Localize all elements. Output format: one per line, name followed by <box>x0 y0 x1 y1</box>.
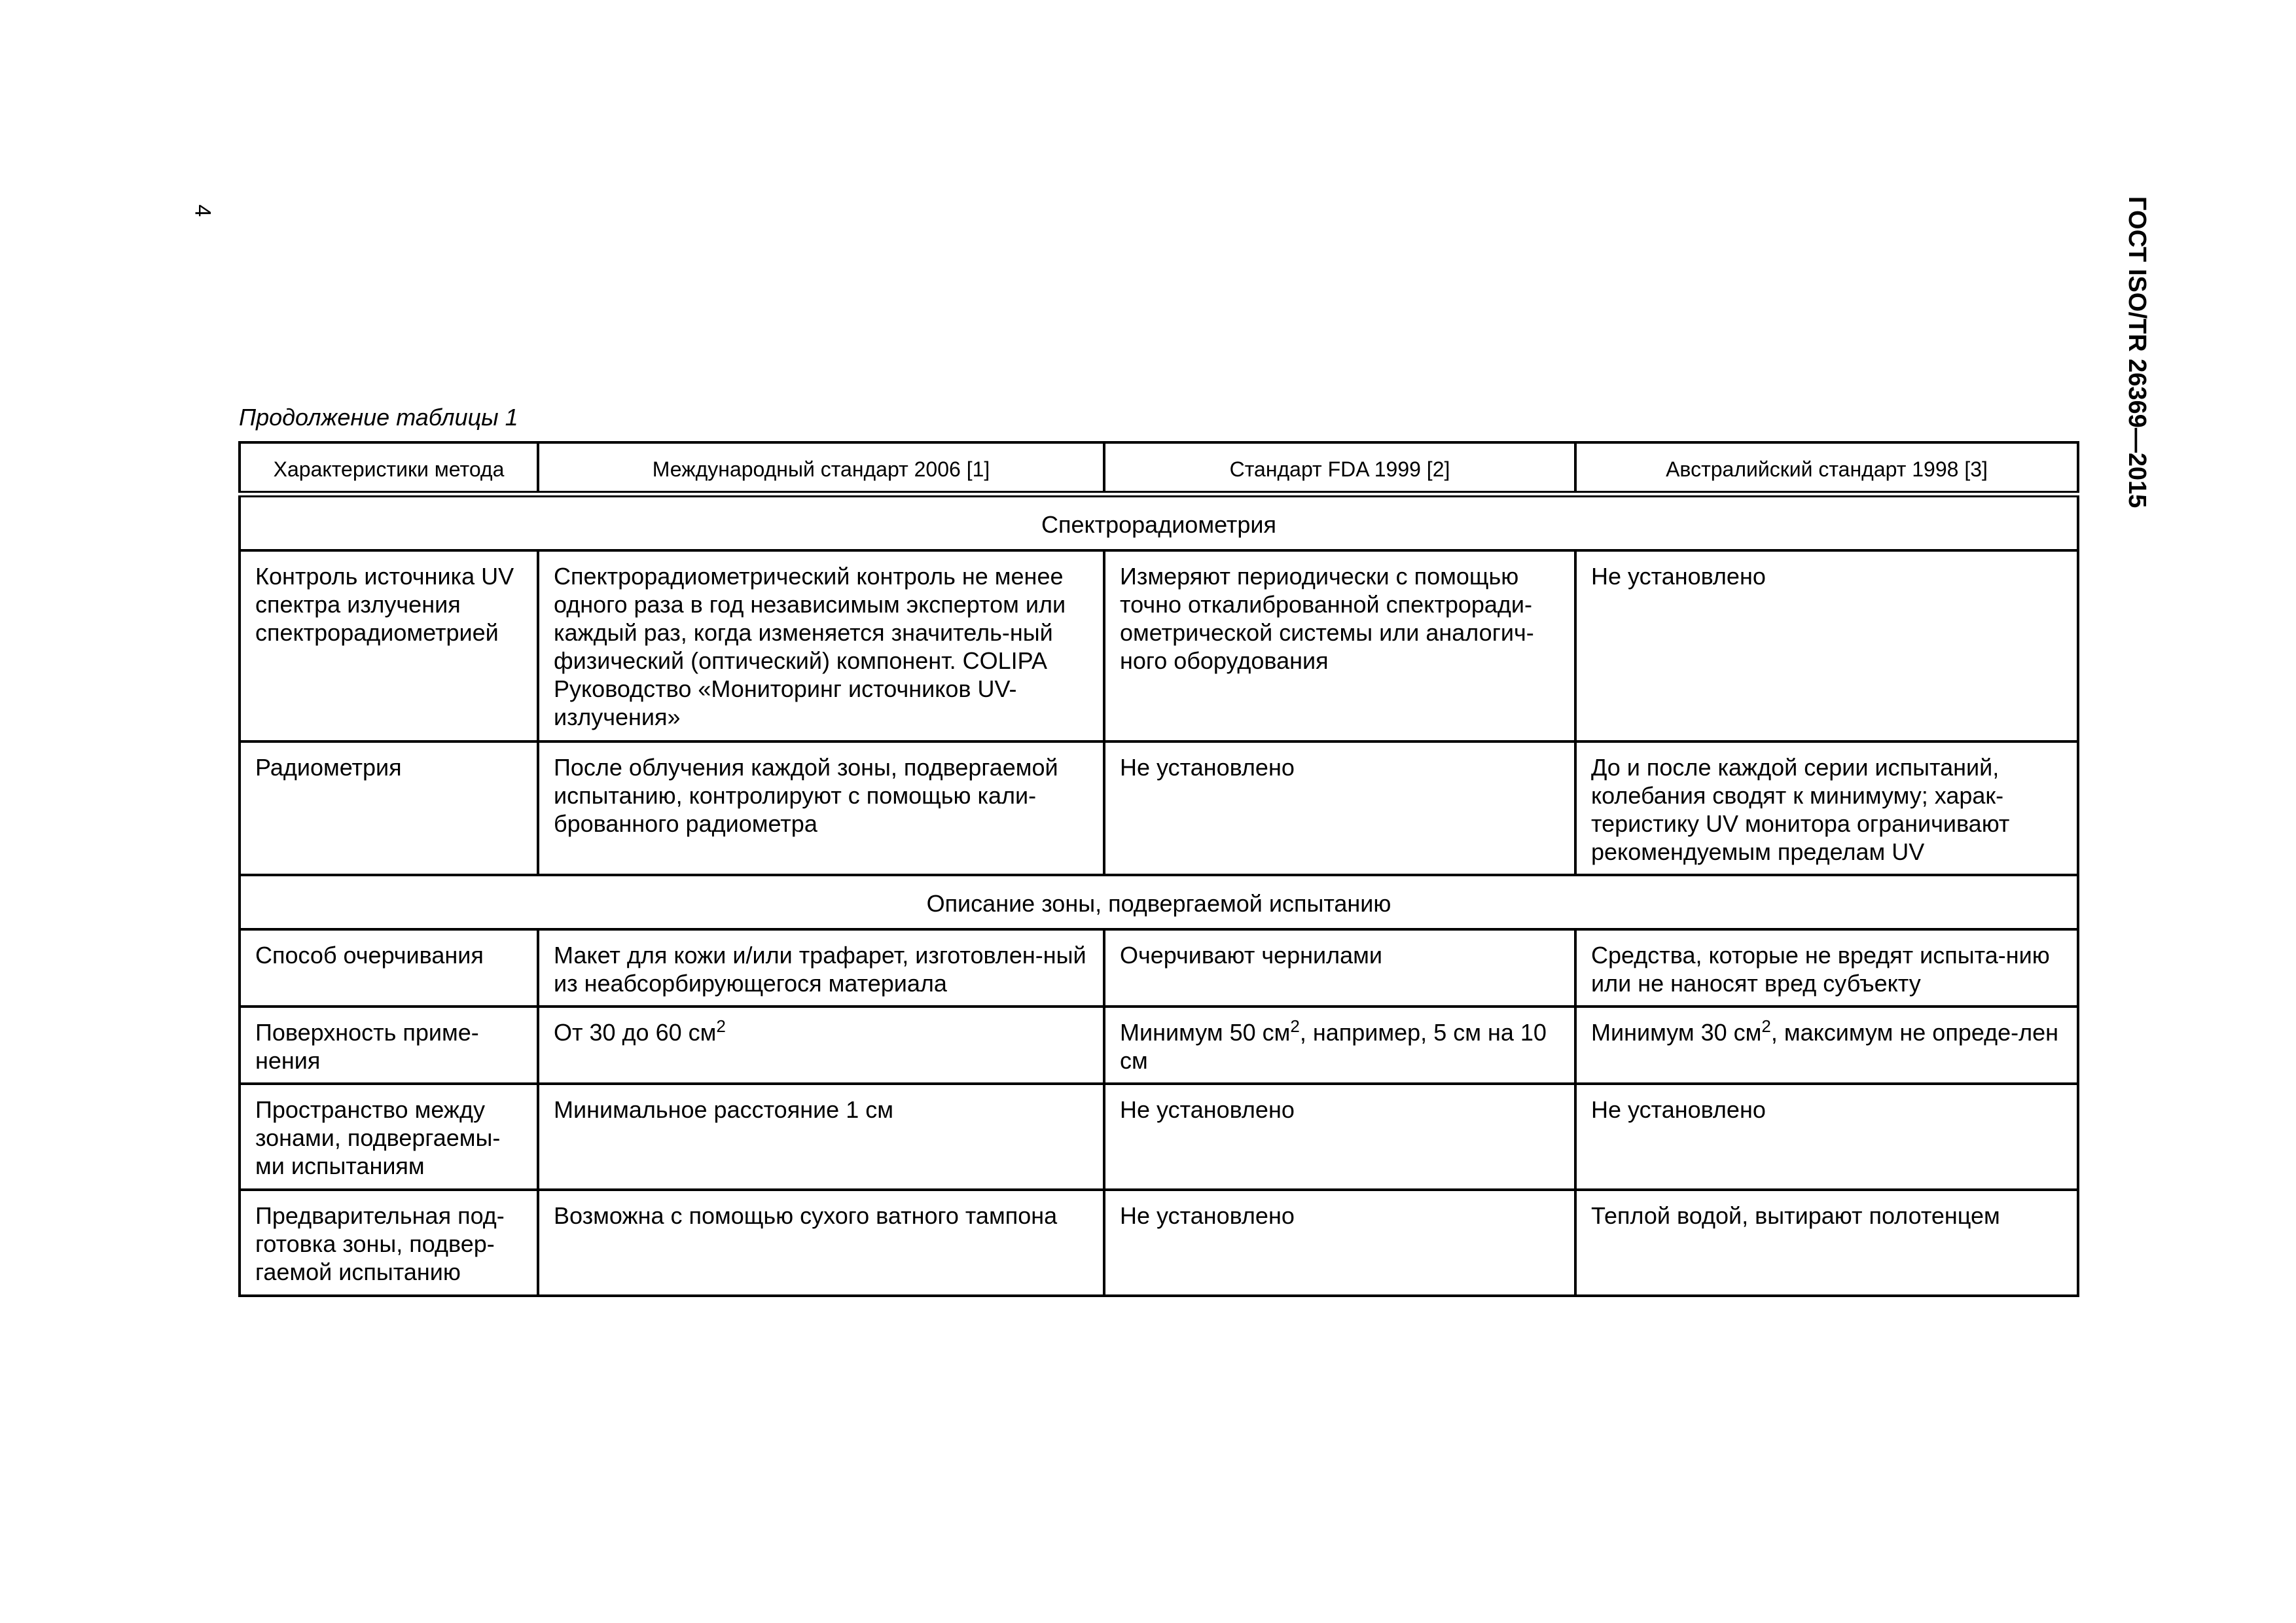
table-row <box>240 741 2078 875</box>
fda-value: Не установлено <box>1104 1084 1575 1190</box>
australian-value: Не установлено <box>1575 1084 2078 1190</box>
fda-value: Не установлено <box>1104 1190 1575 1296</box>
row-label: Способ очерчивания <box>240 929 538 1007</box>
area-text: Минимум 30 см <box>1591 1019 1762 1046</box>
international-value: Спектрорадиометрический контроль не менее одного раза в год независимым экспертом или каждый раз, когда изменяется значитель-ный физический (оптический) компонент. COLIPA Руководство «Мониторинг источников UV-излучения» <box>538 550 1104 741</box>
section-row <box>240 875 2078 929</box>
international-value: После облучения каждой зоны, подвергаемой испытанию, контролируют с помощью кали-брованного радиометра <box>538 741 1104 875</box>
header-fda-standard: Стандарт FDA 1999 [2] <box>1104 442 1575 494</box>
area-text-tail: , например, 5 см на 10 см <box>1120 1019 1547 1074</box>
international-value <box>538 1007 1104 1084</box>
table-caption: Продолжение таблицы 1 <box>239 404 518 431</box>
fda-value <box>1104 1007 1575 1084</box>
table-row <box>240 1084 2078 1190</box>
superscript: 2 <box>1761 1016 1771 1036</box>
international-value: Минимальное расстояние 1 см <box>538 1084 1104 1190</box>
row-label: Радиометрия <box>240 741 538 875</box>
superscript: 2 <box>1290 1016 1300 1036</box>
row-label: Поверхность приме-нения <box>240 1007 538 1084</box>
document-code: ГОСТ ISO/TR 26369—2015 <box>2123 196 2151 508</box>
fda-value: Измеряют периодически с помощью точно откалиброванной спектроради-ометрической системы или аналогич-ного оборудования <box>1104 550 1575 741</box>
international-value: Возможна с помощью сухого ватного тампона <box>538 1190 1104 1296</box>
table-row <box>240 550 2078 741</box>
section-title-spectroradiometry: Спектрорадиометрия <box>240 494 2078 550</box>
australian-value <box>1575 1007 2078 1084</box>
row-label: Предварительная под-готовка зоны, подвер-гаемой испытанию <box>240 1190 538 1296</box>
australian-value: Теплой водой, вытирают полотенцем <box>1575 1190 2078 1296</box>
row-label: Пространство между зонами, подвергаемы-ми испытаниям <box>240 1084 538 1190</box>
international-value: Макет для кожи и/или трафарет, изготовлен-ный из неабсорбирующегося материала <box>538 929 1104 1007</box>
section-row <box>240 494 2078 550</box>
header-method-characteristics: Характеристики метода <box>240 442 538 494</box>
area-text: От 30 до 60 см <box>554 1019 717 1046</box>
australian-value: Средства, которые не вредят испыта-нию или не наносят вред субъекту <box>1575 929 2078 1007</box>
header-australian-standard: Австралийский стандарт 1998 [3] <box>1575 442 2078 494</box>
australian-value: До и после каждой серии испытаний, колебания сводят к минимуму; харак-теристику UV монитора ограничивают рекомендуемым пределам UV <box>1575 741 2078 875</box>
australian-value: Не установлено <box>1575 550 2078 741</box>
row-label: Контроль источника UV спектра излучения спектрорадиометрией <box>240 550 538 741</box>
superscript: 2 <box>716 1016 726 1036</box>
header-international-standard: Международный стандарт 2006 [1] <box>538 442 1104 494</box>
table-row <box>240 929 2078 1007</box>
page-number: 4 <box>190 204 215 217</box>
table-header-row <box>240 442 2078 494</box>
area-text: Минимум 50 см <box>1120 1019 1291 1046</box>
fda-value: Не установлено <box>1104 741 1575 875</box>
standards-comparison-table <box>238 441 2079 1297</box>
table-row <box>240 1007 2078 1084</box>
table-row <box>240 1190 2078 1296</box>
section-title-test-zone-description: Описание зоны, подвергаемой испытанию <box>240 875 2078 929</box>
area-text-tail: , максимум не опреде-лен <box>1770 1019 2058 1046</box>
fda-value: Очерчивают чернилами <box>1104 929 1575 1007</box>
